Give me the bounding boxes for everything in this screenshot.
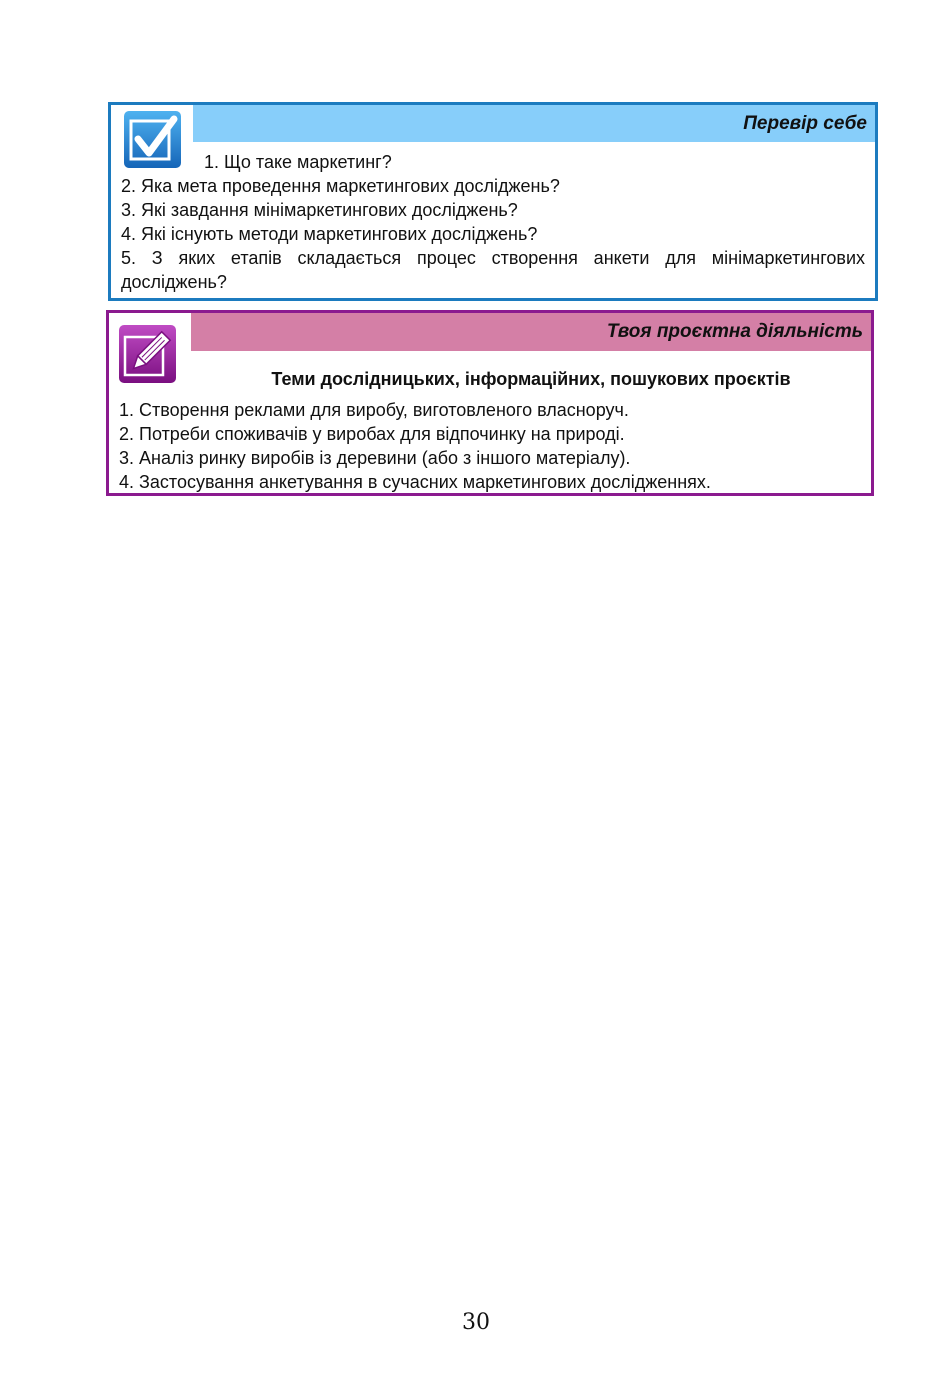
- topic-item: 1. Створення реклами для виробу, виготовленого власноруч.: [119, 400, 629, 420]
- question-item: 5. З яких етапів складається процес створення анкети для мінімаркетингових досліджень?: [121, 248, 865, 292]
- pencil-icon: [119, 325, 176, 383]
- page-number: 30: [462, 1310, 490, 1335]
- checkmark-icon: [124, 111, 181, 168]
- topic-item: 4. Застосування анкетування в сучасних маркетингових дослідженнях.: [119, 472, 711, 492]
- project-activity-title: Твоя проєктна діяльність: [191, 313, 871, 351]
- project-activity-box: [106, 310, 874, 496]
- topic-item: 3. Аналіз ринку виробів із деревини (або з іншого матеріалу).: [119, 448, 631, 468]
- question-item: 2. Яка мета проведення маркетингових досліджень?: [121, 176, 560, 196]
- question-item: 1. Що таке маркетинг?: [204, 152, 392, 172]
- question-item: 4. Які існують методи маркетингових досліджень?: [121, 224, 538, 244]
- project-topics-heading: Теми дослідницьких, інформаційних, пошукових проєктів: [271, 369, 791, 389]
- check-yourself-title: Перевір себе: [193, 105, 875, 142]
- check-yourself-box: [108, 102, 878, 301]
- question-item: 3. Які завдання мінімаркетингових досліджень?: [121, 200, 518, 220]
- topic-item: 2. Потреби споживачів у виробах для відпочинку на природі.: [119, 424, 625, 444]
